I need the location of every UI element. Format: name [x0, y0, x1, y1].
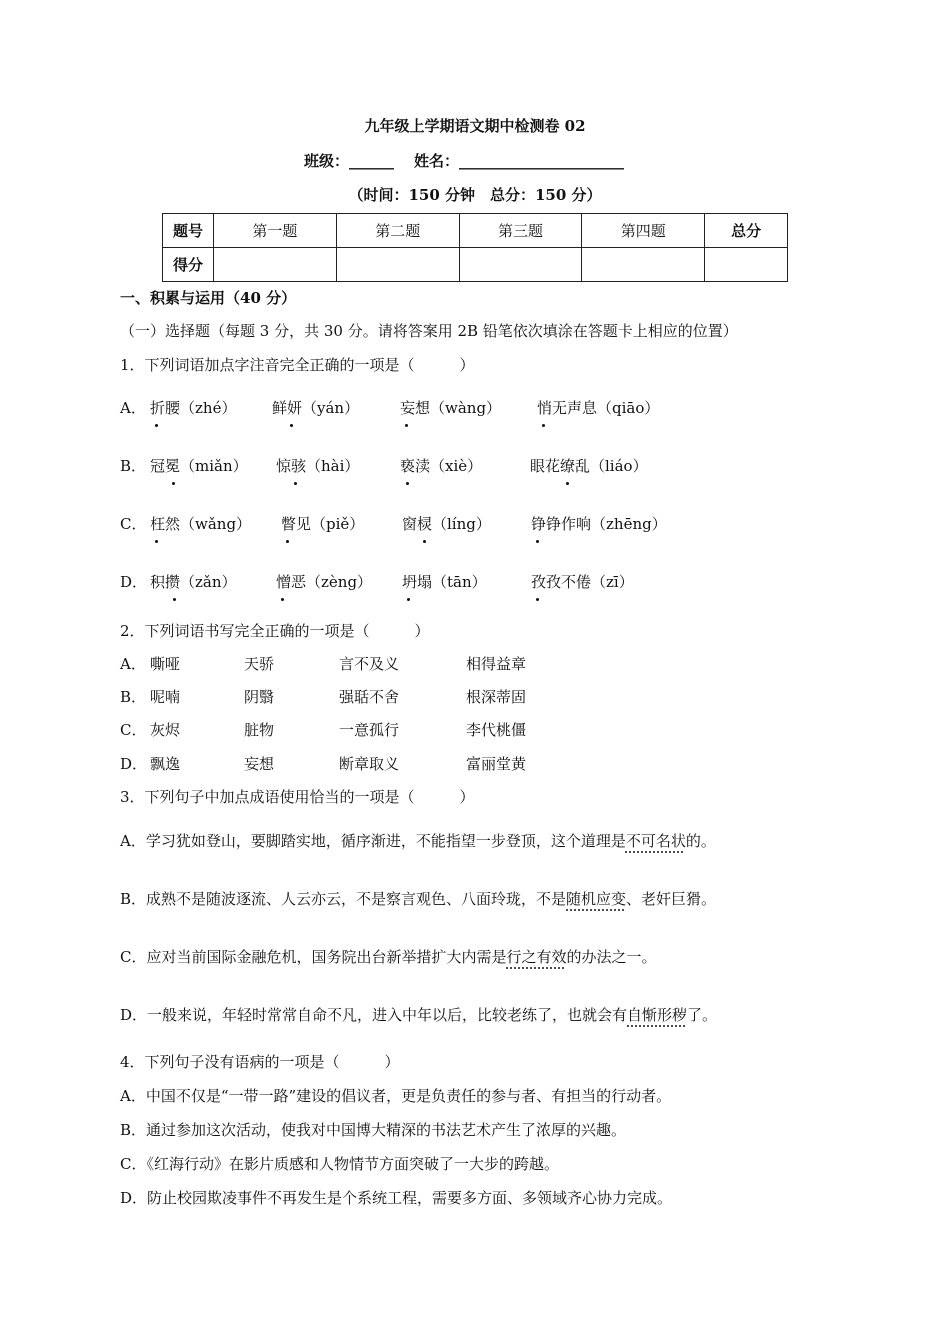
q4-option-a[interactable]: A．中国不仅是“一带一路”建设的倡议者，更是负责任的参与者、有担当的行动者。 — [120, 1087, 672, 1105]
option-word: 言不及义 — [339, 655, 400, 673]
question-1-stem: 1．下列词语加点字注音完全正确的一项是（ ） — [120, 356, 475, 374]
q4-option-d[interactable]: D．防止校园欺凌事件不再发生是个系统工程，需要多方面、多领域齐心协力完成。 — [120, 1189, 673, 1207]
score-input-cell[interactable] — [214, 248, 337, 282]
option-item: 亵渎（xiè） — [400, 457, 483, 475]
option-label: A． — [120, 655, 146, 673]
option-label: C． — [120, 721, 147, 739]
table-cell: 第三题 — [459, 214, 582, 248]
option-word: 强聒不舍 — [339, 688, 400, 706]
score-input-cell[interactable] — [336, 248, 459, 282]
q4-option-c[interactable]: C．《红海行动》在影片质感和人物情节方面突破了一大步的跨越。 — [120, 1155, 559, 1173]
option-label: D． — [120, 755, 148, 773]
class-label: 班级：______ — [304, 152, 395, 170]
name-label: 姓名：______________________ — [414, 152, 625, 170]
dotted-idiom: 行之有效 — [506, 948, 567, 966]
option-text: 的。 — [685, 832, 716, 850]
table-cell: 第二题 — [336, 214, 459, 248]
q3-option-b[interactable] — [120, 888, 716, 909]
option-text: D．一般来说，年轻时常常自命不凡，进入中年以后，比较老练了，也就会有 — [120, 1006, 628, 1024]
score-input-cell[interactable] — [582, 248, 705, 282]
option-label: C． — [120, 515, 147, 533]
option-item: 坍塌（tān） — [402, 573, 487, 591]
option-word: 脏物 — [244, 721, 275, 739]
option-item: 铮铮作响（zhēng） — [531, 515, 667, 533]
option-item: 积攒（zǎn） — [150, 573, 237, 591]
score-table-score-row — [163, 248, 788, 282]
option-item: 惊骇（hài） — [276, 457, 360, 475]
score-table — [162, 213, 788, 282]
question-4-stem: 4．下列句子没有语病的一项是（ ） — [120, 1053, 400, 1071]
option-word: 天骄 — [244, 655, 275, 673]
table-cell: 第一题 — [214, 214, 337, 248]
option-text: A．学习犹如登山，要脚踏实地，循序渐进，不能指望一步登顶，这个道理是 — [120, 832, 626, 850]
option-word: 根深蒂固 — [466, 688, 527, 706]
option-word: 李代桃僵 — [466, 721, 527, 739]
question-2-stem: 2．下列词语书写完全正确的一项是（ ） — [120, 622, 430, 640]
option-item: 瞥见（piě） — [281, 515, 365, 533]
option-text: B．成熟不是随波逐流、人云亦云，不是察言观色、八面玲珑，不是 — [120, 890, 567, 908]
option-item: 窗棂（líng） — [402, 515, 491, 533]
option-text: 、老奸巨猾。 — [626, 890, 717, 908]
table-cell: 题号 — [163, 214, 214, 248]
option-label: D． — [120, 573, 148, 591]
option-word: 呢喃 — [150, 688, 181, 706]
option-text: C．应对当前国际金融危机，国务院出台新举措扩大内需是 — [120, 948, 507, 966]
dotted-idiom: 自惭形秽 — [627, 1006, 688, 1024]
score-table-header-row — [163, 214, 788, 248]
option-word: 嘶哑 — [150, 655, 181, 673]
q3-option-d[interactable] — [120, 1004, 717, 1025]
score-input-cell[interactable] — [705, 248, 788, 282]
table-cell: 总分 — [705, 214, 788, 248]
q3-option-c[interactable] — [120, 946, 657, 967]
option-item: 枉然（wǎng） — [150, 515, 252, 533]
option-item: 孜孜不倦（zī） — [531, 573, 634, 591]
option-text: 了。 — [687, 1006, 718, 1024]
option-item: 憎恶（zèng） — [276, 573, 373, 591]
option-text: 的办法之一。 — [566, 948, 657, 966]
option-word: 飘逸 — [150, 755, 181, 773]
option-item: 眼花缭乱（liáo） — [530, 457, 648, 475]
option-item: 悄无声息（qiāo） — [537, 399, 660, 417]
table-cell: 第四题 — [582, 214, 705, 248]
q4-option-b[interactable]: B．通过参加这次活动，使我对中国博大精深的书法艺术产生了浓厚的兴趣。 — [120, 1121, 627, 1139]
option-item: 鲜妍（yán） — [272, 399, 360, 417]
option-label: B． — [120, 688, 147, 706]
option-word: 阴翳 — [244, 688, 275, 706]
dotted-idiom: 不可名状 — [625, 832, 686, 850]
option-item: 妄想（wàng） — [400, 399, 502, 417]
time-info: （时间：150 分钟 总分：150 分） — [348, 186, 602, 204]
option-item: 冠冕（miǎn） — [150, 457, 248, 475]
dotted-idiom: 随机应变 — [566, 890, 627, 908]
option-label: A． — [120, 399, 146, 417]
page-title: 九年级上学期语文期中检测卷 02 — [364, 117, 586, 135]
question-3-stem: 3．下列句子中加点成语使用恰当的一项是（ ） — [120, 788, 475, 806]
q3-option-a[interactable] — [120, 830, 716, 851]
table-cell: 得分 — [163, 248, 214, 282]
option-word: 相得益章 — [466, 655, 527, 673]
section-heading: 一、积累与运用（40 分） — [120, 289, 297, 307]
option-label: B． — [120, 457, 147, 475]
option-word: 断章取义 — [339, 755, 400, 773]
option-word: 一意孤行 — [339, 721, 400, 739]
option-word: 富丽堂黄 — [466, 755, 527, 773]
option-word: 灰烬 — [150, 721, 181, 739]
option-word: 妄想 — [244, 755, 275, 773]
option-item: 折腰（zhé） — [150, 399, 237, 417]
section-subheading: （一）选择题（每题 3 分，共 30 分。请将答案用 2B 铅笔依次填涂在答题卡上相应的位置） — [120, 322, 738, 340]
score-input-cell[interactable] — [459, 248, 582, 282]
